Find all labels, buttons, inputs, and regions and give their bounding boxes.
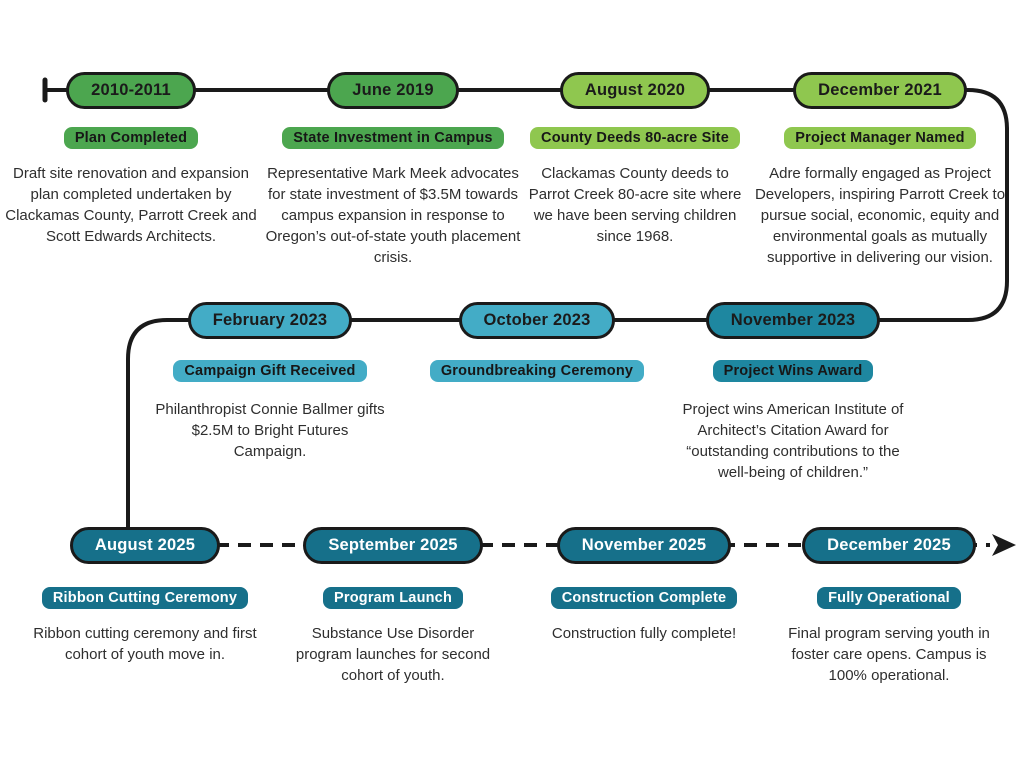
- event-badge: Fully Operational: [817, 587, 961, 609]
- event-badge: Program Launch: [323, 587, 463, 609]
- date-pill: October 2023: [459, 302, 616, 339]
- event-badge: State Investment in Campus: [282, 127, 503, 149]
- date-pill: December 2021: [793, 72, 967, 109]
- event-description: Philanthropist Connie Ballmer gifts $2.5M to Bright Futures Campaign.: [155, 401, 385, 460]
- event-badge: Construction Complete: [551, 587, 738, 609]
- event-description: Substance Use Disorder program launches for second cohort of youth.: [295, 625, 491, 684]
- timeline-item: [674, 302, 912, 483]
- timeline-item: [775, 527, 1003, 686]
- timeline-item: [265, 72, 521, 268]
- event-badge: County Deeds 80-acre Site: [530, 127, 740, 149]
- event-badge: Ribbon Cutting Ceremony: [42, 587, 248, 609]
- date-pill: August 2025: [70, 527, 220, 564]
- event-description: Clackamas County deeds to Parrot Creek 80-acre site where we have been serving children since 1968.: [528, 165, 742, 245]
- date-pill: February 2023: [188, 302, 353, 339]
- date-pill: September 2025: [303, 527, 482, 564]
- event-badge: Plan Completed: [64, 127, 198, 149]
- event-description: Final program serving youth in foster care opens. Campus is 100% operational.: [788, 625, 990, 684]
- event-description: Ribbon cutting ceremony and first cohort of youth move in.: [33, 625, 257, 663]
- date-pill: 2010-2011: [66, 72, 196, 109]
- event-description: Project wins American Institute of Architect’s Citation Award for “outstanding contributions to the well-being of children.”: [682, 401, 904, 481]
- event-description: Construction fully complete!: [551, 625, 737, 642]
- timeline-item: [532, 527, 756, 644]
- date-pill: December 2025: [802, 527, 976, 564]
- event-description: Draft site renovation and expansion plan completed undertaken by Clackamas County, Parrott Creek and Scott Edwards Architects.: [5, 165, 257, 245]
- event-badge: Campaign Gift Received: [173, 360, 366, 382]
- date-pill: November 2025: [557, 527, 732, 564]
- event-description: Representative Mark Meek advocates for state investment of $3.5M towards campus expansion in response to Oregon’s out-of-state youth placement crisis.: [265, 165, 521, 266]
- timeline-item: [1, 72, 261, 247]
- timeline-item: [524, 72, 746, 247]
- timeline-item: [421, 302, 653, 399]
- date-pill: June 2019: [327, 72, 459, 109]
- event-badge: Groundbreaking Ceremony: [430, 360, 644, 382]
- event-badge: Project Manager Named: [784, 127, 975, 149]
- timeline-item: [154, 302, 386, 462]
- timeline-item: [749, 72, 1011, 268]
- timeline-item: [33, 527, 257, 665]
- date-pill: November 2023: [706, 302, 881, 339]
- timeline-item: [285, 527, 501, 686]
- event-description: Adre formally engaged as Project Developers, inspiring Parrott Creek to pursue social, economic, equity and environmental goals as mutually supportive in delivering our vision.: [754, 165, 1006, 266]
- event-badge: Project Wins Award: [713, 360, 874, 382]
- date-pill: August 2020: [560, 72, 710, 109]
